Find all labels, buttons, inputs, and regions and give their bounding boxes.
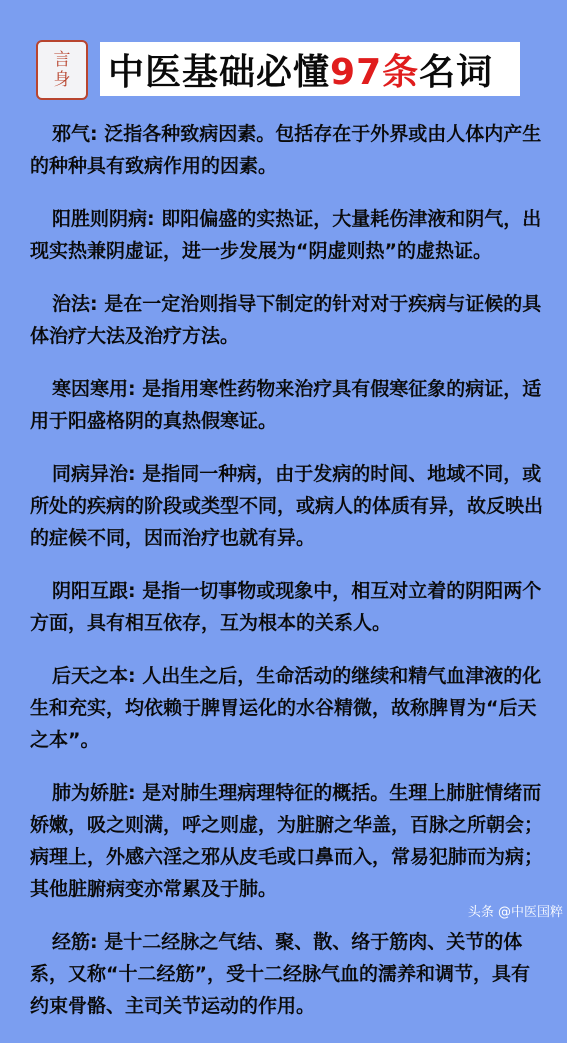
watermark: 头条 @中医国粹 xyxy=(467,905,563,920)
term-separator: : xyxy=(128,378,143,400)
logo-char-2: 身 xyxy=(53,70,71,90)
term-entry xyxy=(30,660,545,756)
term-definition: 是在一定治则指导下制定的针对对于疾病与证候的具体治疗大法及治疗方法。 xyxy=(30,293,542,347)
logo-char-1: 言 xyxy=(53,50,71,70)
term-entry xyxy=(30,777,545,905)
term-entry xyxy=(30,118,545,182)
term-name: 治法 xyxy=(52,293,91,315)
term-name: 后天之本 xyxy=(52,665,129,687)
term-definition: 泛指各种致病因素。包括存在于外界或由人体内产生的种种具有致病作用的因素。 xyxy=(30,123,542,177)
term-definition: 是指一切事物或现象中，相互对立着的阴阳两个方面，具有相互依存，互为根本的关系人。 xyxy=(30,580,542,634)
title-highlight: 97条 xyxy=(330,51,420,93)
term-separator: : xyxy=(128,665,143,687)
term-definition: 是十二经脉之气结、聚、散、络于筋肉、关节的体系，又称“十二经筋”，受十二经脉气血的濡养和调节，具有约束骨骼、主司关节运动的作用。 xyxy=(30,931,530,1017)
term-name: 寒因寒用 xyxy=(52,378,129,400)
term-separator: : xyxy=(90,123,105,145)
term-entry xyxy=(30,926,545,1022)
title-suffix: 名词 xyxy=(419,51,494,93)
term-entry xyxy=(30,458,545,554)
term-separator: : xyxy=(90,293,105,315)
title-bar xyxy=(100,42,520,96)
term-entry xyxy=(30,575,545,639)
term-definition: 是对肺生理病理特征的概括。生理上肺脏情绪而娇嫩，吸之则满，呼之则虚，为脏腑之华盖，百脉之所朝会；病理上，外感六淫之邪从皮毛或口鼻而入，常易犯肺而为病；其他脏腑病变亦常累及于肺。 xyxy=(30,782,544,900)
term-separator: : xyxy=(128,782,143,804)
title-prefix: 中医基础必懂 xyxy=(108,51,331,93)
term-definition: 是指同一种病，由于发病的时间、地域不同，或所处的疾病的阶段或类型不同，或病人的体质有异，故反映出的症候不同，因而治疗也就有异。 xyxy=(30,463,544,549)
term-separator: : xyxy=(128,463,143,485)
term-name: 同病异治 xyxy=(52,463,129,485)
term-definition: 即阳偏盛的实热证，大量耗伤津液和阴气，出现实热兼阴虚证，进一步发展为“阴虚则热”的虚热证。 xyxy=(30,208,542,262)
term-separator: : xyxy=(128,580,143,602)
page-title xyxy=(108,44,493,95)
term-entry xyxy=(30,288,545,352)
term-name: 阴阳互跟 xyxy=(52,580,129,602)
term-name: 肺为娇脏 xyxy=(52,782,129,804)
term-entry xyxy=(30,203,545,267)
term-definition: 人出生之后，生命活动的继续和精气血津液的化生和充实，均依赖于脾胃运化的水谷精微，故称脾胃为“后天之本”。 xyxy=(30,665,542,751)
term-name: 经筋 xyxy=(52,931,91,953)
term-name: 阳胜则阴病 xyxy=(52,208,148,230)
term-entry xyxy=(30,373,545,437)
term-separator: : xyxy=(147,208,162,230)
logo-seal xyxy=(36,40,88,100)
header xyxy=(0,0,567,120)
term-separator: : xyxy=(90,931,105,953)
term-name: 邪气 xyxy=(52,123,91,145)
term-definition: 是指用寒性药物来治疗具有假寒征象的病证，适用于阳盛格阴的真热假寒证。 xyxy=(30,378,542,432)
